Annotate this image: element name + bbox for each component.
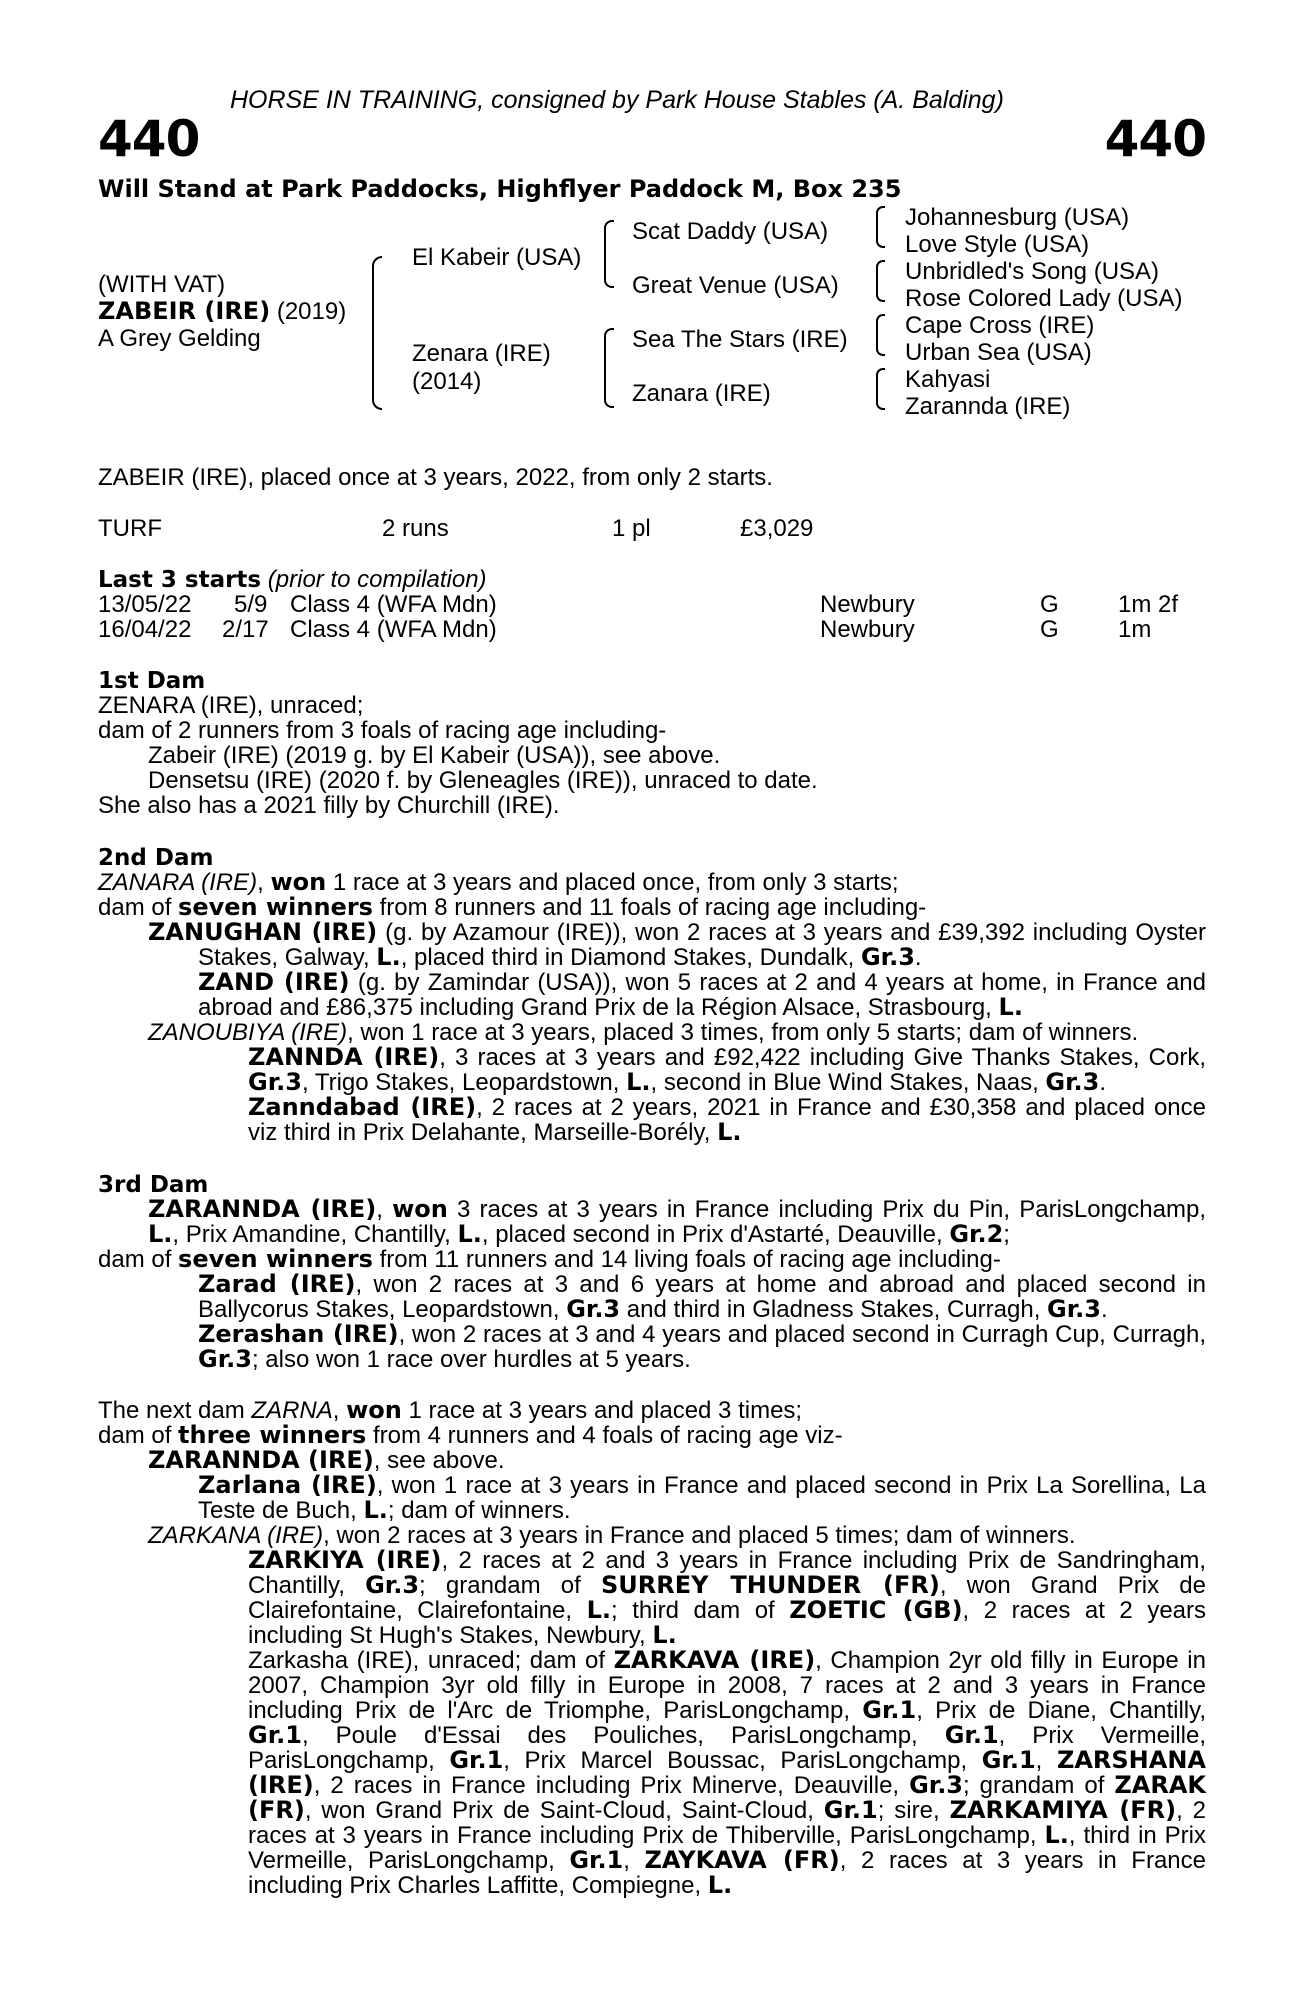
horse-description: A Grey Gelding [98,325,261,352]
start-race: Class 4 (WFA Mdn) [290,591,497,618]
pedigree-brace-ss [876,206,885,248]
second-dam-entry: ZAND (IRE) (g. by Zamindar (USA)), won 5 races at 2 and 4 years at home, in France and abroad and £86,375 including Grand Prix de la Région Alsace, Strasbourg, L. [198,968,1206,1021]
start-distance: 1m 2f [1118,591,1179,618]
next-dam-produce: dam of three winners from 4 runners and 4 foals of racing age viz- [98,1421,843,1449]
first-dam-line: dam of 2 runners from 3 foals of racing age including- [98,717,667,744]
next-dam-intro: The next dam ZARNA, won 1 race at 3 years and placed 3 times; [98,1396,803,1424]
first-dam-line: ZENARA (IRE), unraced; [98,692,364,719]
record-runs: 2 runs [382,515,449,542]
pedigree-brace-ds [876,314,885,356]
vat-label: (WITH VAT) [98,271,226,298]
third-dam-entry: Zarad (IRE), won 2 races at 3 and 6 years at home and abroad and placed second in Ballycorus Stakes, Leopardstown, Gr.3 and third in Gladness Stakes, Curragh, Gr.3. [198,1270,1206,1323]
horse-name: ZABEIR (IRE) [98,297,271,325]
pedigree-dam: Zenara (IRE) [412,340,551,367]
pedigree-ss-dam: Love Style (USA) [905,231,1090,258]
pedigree-ds-dam: Urban Sea (USA) [905,339,1092,366]
pedigree-brace-main [372,256,382,410]
pedigree-sire-sire: Scat Daddy (USA) [632,218,829,245]
third-dam-intro: ZARANNDA (IRE), won 3 races at 3 years in France including Prix du Pin, ParisLongchamp, L., Prix Amandine, Chantilly, L., placed second in Prix d'Astarté, Deauville, Gr.2; [148,1195,1206,1248]
next-dam-entry: Zarkasha (IRE), unraced; dam of ZARKAVA (IRE), Champion 2yr old filly in Europe in 2007, Champion 3yr old filly in Europe in 2008, 7 races at 2 and 3 years in France including Prix de l'Arc de Triomphe, ParisLongchamp, Gr.1, Prix de Diane, Chantilly, Gr.1, Poule d'Essai des Pouliches, ParisLongchamp, Gr.1, Prix Vermeille, ParisLongchamp, Gr.1, Prix Marcel Boussac, ParisLongchamp, Gr.1, ZARSHANA (IRE), 2 races in France including Prix Minerve, Deauville, Gr.3; grandam of ZARAK (FR), won Grand Prix de Saint-Cloud, Saint-Cloud, Gr.1; sire, ZARKAMIYA (FR), 2 races at 3 years in France including Prix de Thiberville, ParisLongchamp, L., third in Prix Vermeille, ParisLongchamp, Gr.1, ZAYKAVA (FR), 2 races at 3 years in France including Prix Charles Laffitte, Compiegne, L. [248,1646,1207,1899]
pedigree-dd-dam: Zarannda (IRE) [905,393,1071,420]
third-dam-title: 3rd Dam [98,1172,209,1198]
second-dam-title: 2nd Dam [98,845,214,871]
pedigree-sd-dam: Rose Colored Lady (USA) [905,285,1183,312]
pedigree-sire: El Kabeir (USA) [412,244,582,271]
pedigree-dam-sire: Sea The Stars (IRE) [632,326,848,353]
next-dam-entry: ZARKIYA (IRE), 2 races at 2 and 3 years in France including Prix de Sandringham, Chantilly, Gr.3; grandam of SURREY THUNDER (FR), won Grand Prix de Clairefontaine, Clairefontaine, L.; third dam of ZOETIC (GB), 2 races at 2 years including St Hugh's Stakes, Newbury, L. [248,1546,1207,1649]
pedigree-ds-sire: Cape Cross (IRE) [905,312,1095,339]
record-surface: TURF [98,515,162,542]
pedigree-dam-year: (2014) [412,368,482,395]
first-dam-title: 1st Dam [98,668,206,694]
start-position: 2/17 [222,616,269,643]
next-dam-entry: Zarlana (IRE), won 1 race at 3 years in France and placed second in Prix La Sorellina, La Teste de Buch, L.; dam of winners. [198,1471,1206,1524]
lot-number-right: 440 [1104,110,1206,168]
horse-name-line [98,299,346,324]
horse-year: (2019) [270,298,347,325]
start-position: 5/9 [234,591,268,618]
first-dam-line: Zabeir (IRE) (2019 g. by El Kabeir (USA)), see above. [148,742,721,769]
third-dam-produce: dam of seven winners from 11 runners and 14 living foals of racing age including- [98,1245,1001,1273]
second-dam-entry: ZANNDA (IRE), 3 races at 3 years and £92,422 including Give Thanks Stakes, Cork, Gr.3, Trigo Stakes, Leopardstown, L., second in Blue Wind Stakes, Naas, Gr.3. [248,1043,1206,1096]
record-placings: 1 pl [612,515,651,542]
pedigree-sire-dam: Great Venue (USA) [632,272,839,299]
start-course: Newbury [820,616,915,643]
record-earnings: £3,029 [740,515,814,542]
last-starts-note: (prior to compilation) [261,566,487,593]
pedigree-ss-sire: Johannesburg (USA) [905,204,1130,231]
race-summary: ZABEIR (IRE), placed once at 3 years, 2022, from only 2 starts. [98,464,773,491]
pedigree-dd-sire: Kahyasi [905,366,991,393]
pedigree-sd-sire: Unbridled's Song (USA) [905,258,1160,285]
stand-line: Will Stand at Park Paddocks, Highflyer Paddock M, Box 235 [98,175,902,203]
first-dam-line: Densetsu (IRE) (2020 f. by Gleneagles (IRE)), unraced to date. [148,767,818,794]
pedigree-brace-dam [604,328,614,408]
pedigree-brace-dd [876,368,885,410]
start-date: 13/05/22 [98,591,192,618]
second-dam-entry: Zanndabad (IRE), 2 races at 2 years, 2021 in France and £30,358 and placed once viz third in Prix Delahante, Marseille-Borély, L. [248,1093,1206,1146]
last-starts-title: Last 3 starts [98,567,262,593]
first-dam-line: She also has a 2021 filly by Churchill (IRE). [98,792,560,819]
next-dam-entry: ZARKANA (IRE), won 2 races at 3 years in France and placed 5 times; dam of winners. [148,1522,1076,1549]
pedigree-dam-dam: Zanara (IRE) [632,380,771,407]
third-dam-entry: Zerashan (IRE), won 2 races at 3 and 4 years and placed second in Curragh Cup, Curragh, Gr.3; also won 1 race over hurdles at 5 years. [198,1320,1206,1373]
pedigree-brace-sire [604,220,614,288]
start-distance: 1m [1118,616,1152,643]
second-dam-entry: ZANOUBIYA (IRE), won 1 race at 3 years, placed 3 times, from only 5 starts; dam of winners. [148,1019,1139,1046]
start-going: G [1040,591,1059,618]
last-starts-heading [98,567,487,593]
next-dam-entry: ZARANNDA (IRE), see above. [148,1446,505,1474]
pedigree-brace-sd [876,260,885,302]
consignor-line: HORSE IN TRAINING, consigned by Park House Stables (A. Balding) [230,86,1004,114]
second-dam-intro: ZANARA (IRE), won 1 race at 3 years and placed once, from only 3 starts; [98,868,899,896]
second-dam-produce: dam of seven winners from 8 runners and 11 foals of racing age including- [98,893,927,921]
start-going: G [1040,616,1059,643]
start-date: 16/04/22 [98,616,192,643]
second-dam-entry: ZANUGHAN (IRE) (g. by Azamour (IRE)), won 2 races at 3 years and £39,392 including Oyster Stakes, Galway, L., placed third in Diamond Stakes, Dundalk, Gr.3. [148,918,1207,971]
start-course: Newbury [820,591,915,618]
lot-number-left: 440 [98,110,200,168]
start-race: Class 4 (WFA Mdn) [290,616,497,643]
